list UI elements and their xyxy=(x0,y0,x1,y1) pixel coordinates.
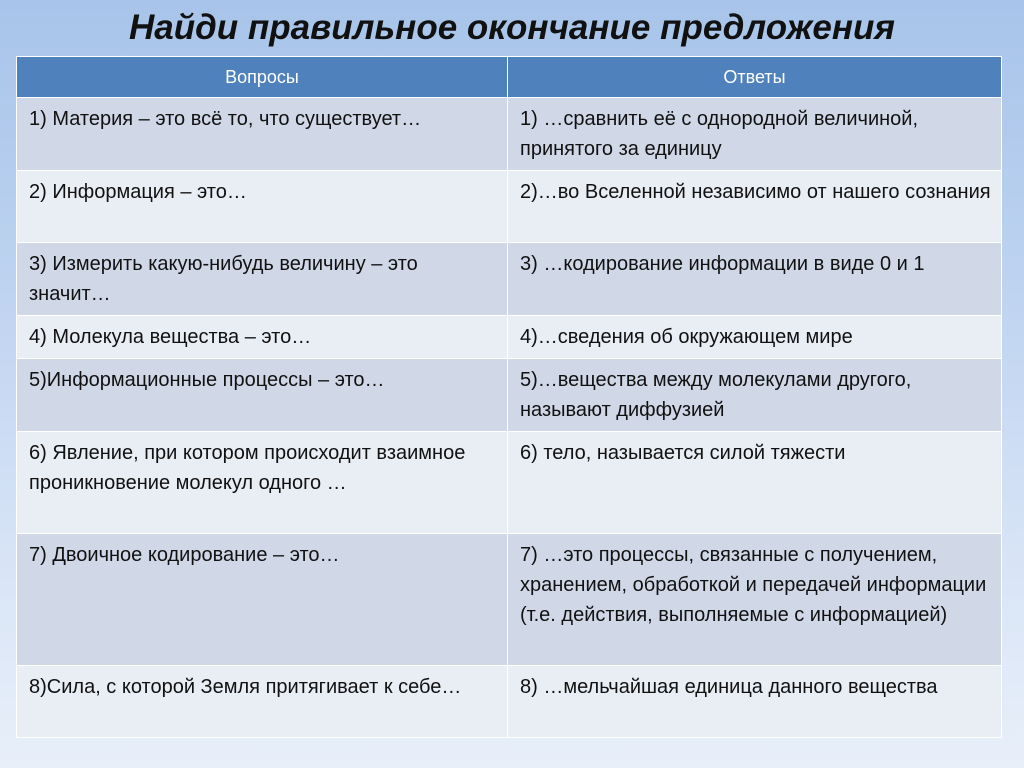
table-row xyxy=(17,666,1002,738)
table-row xyxy=(17,359,1002,432)
table-header-row xyxy=(17,57,1002,98)
question-cell: 5)Информационные процессы – это… xyxy=(17,359,508,432)
table-row xyxy=(17,534,1002,666)
answer-cell: 4)…сведения об окружающем мире xyxy=(508,316,1002,359)
answer-cell: 2)…во Вселенной независимо от нашего сознания xyxy=(508,171,1002,243)
question-cell: 1) Материя – это всё то, что существует… xyxy=(17,98,508,171)
question-cell: 6) Явление, при котором происходит взаимное проникновение молекул одного … xyxy=(17,432,508,534)
header-answers: Ответы xyxy=(508,57,1002,98)
answer-cell: 5)…вещества между молекулами другого, называют диффузией xyxy=(508,359,1002,432)
answer-cell: 7) …это процессы, связанные с получением, хранением, обработкой и передачей информации (т.е. действия, выполняемые с информацией) xyxy=(508,534,1002,666)
question-cell: 7) Двоичное кодирование – это… xyxy=(17,534,508,666)
matching-table xyxy=(16,56,1002,738)
slide-title: Найди правильное окончание предложения xyxy=(129,8,895,47)
question-cell: 4) Молекула вещества – это… xyxy=(17,316,508,359)
question-cell: 2) Информация – это… xyxy=(17,171,508,243)
table-row xyxy=(17,243,1002,316)
table-row xyxy=(17,316,1002,359)
answer-cell: 1) …сравнить её с однородной величиной, принятого за единицу xyxy=(508,98,1002,171)
answer-cell: 3) …кодирование информации в виде 0 и 1 xyxy=(508,243,1002,316)
table-row xyxy=(17,432,1002,534)
answer-cell: 6) тело, называется силой тяжести xyxy=(508,432,1002,534)
table-row xyxy=(17,98,1002,171)
question-cell: 3) Измерить какую-нибудь величину – это значит… xyxy=(17,243,508,316)
question-cell: 8)Сила, с которой Земля притягивает к себе… xyxy=(17,666,508,738)
header-questions: Вопросы xyxy=(17,57,508,98)
table-row xyxy=(17,171,1002,243)
answer-cell: 8) …мельчайшая единица данного вещества xyxy=(508,666,1002,738)
